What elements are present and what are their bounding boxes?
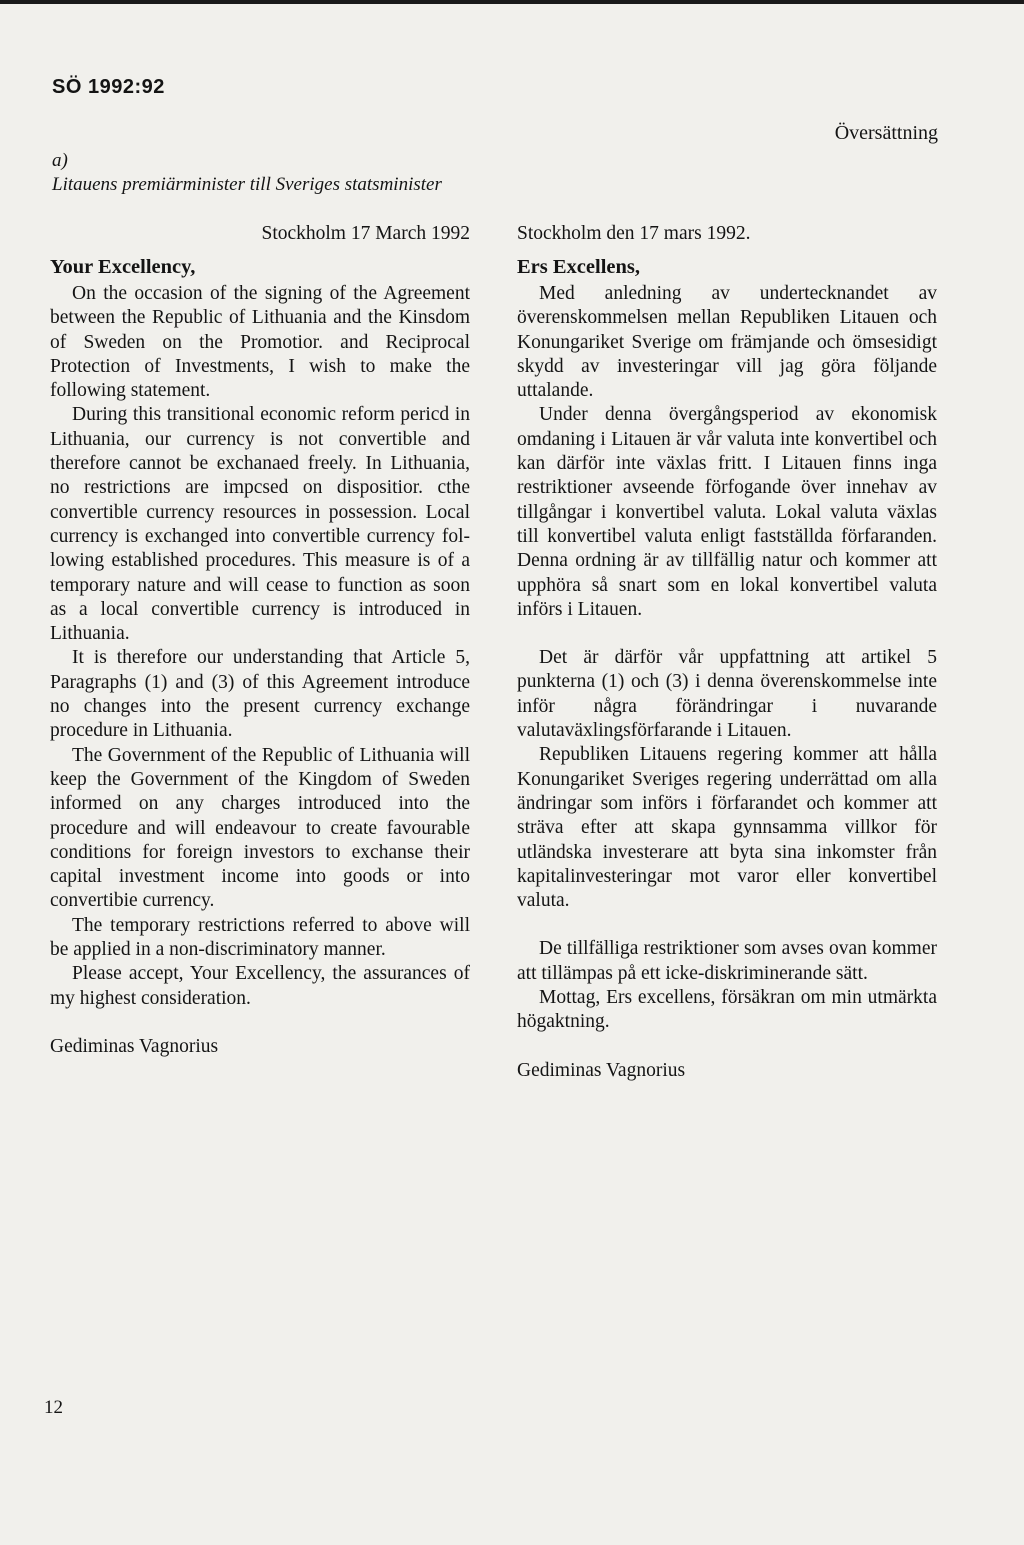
swedish-paragraph: De tillfälliga restriktioner som avses ovan kommer att tillämpas på ett icke-diskriminerande sätt. — [517, 938, 937, 984]
english-signature: Gediminas Vagnorius — [50, 1035, 219, 1057]
english-salutation: Your Excellency, — [50, 256, 196, 278]
spacer — [517, 913, 937, 937]
english-paragraph: The temporary restrictions referred to above will be applied in a non-discriminatory manner. — [50, 914, 470, 961]
spacer — [517, 1035, 937, 1059]
translation-label: Översättning — [834, 122, 938, 144]
letter-heading: Litauens premiärminister till Sveriges statsminister — [52, 174, 442, 195]
page-number: 12 — [44, 1397, 63, 1418]
swedish-paragraph: Med anledning av undertecknandet av överenskommelsen mellan Republiken Litauen och Konungariket Sverige om främjande och ömsesidigt skydd av investeringar vill jag göra följande uttalande. — [517, 283, 937, 402]
document-reference: SÖ 1992:92 — [52, 76, 165, 98]
english-dateline: Stockholm 17 March 1992 — [261, 223, 470, 244]
swedish-signature: Gediminas Vagnorius — [517, 1059, 686, 1081]
english-paragraph: During this transitional economic reform pericd in Lithuania, our currency is not convertible and therefore cannot be exchanaed freely. In Lithuania, no restrictions are impcsed on dispositior. cthe convertible currency resources in possession. Local currency is exchanged into convertible currency following established procedures. This measure is of a temporary nature and will cease to function as soon as a local convertible currency is introduced in Lithuania. — [50, 404, 470, 645]
swedish-dateline: Stockholm den 17 mars 1992. — [517, 223, 751, 244]
swedish-paragraph: Mottag, Ers excellens, försäkran om min utmärkta högaktning. — [517, 987, 937, 1033]
top-border-rule — [0, 0, 1024, 4]
english-paragraph: Please accept, Your Excellency, the assurances of my highest consideration. — [50, 963, 470, 1009]
swedish-paragraph: Under denna övergångsperiod av ekonomisk omdaning i Litauen är vår valuta inte konvertibel och kan därför inte växlas fritt. I Litauen finns inga restriktioner avseende förfogande över innehav av tillgångar i konvertibel valuta. Lokal valuta växlas till konvertibel valuta enligt fastställda förfaranden. Denna ordning är av tillfällig natur och kommer att upphöra så snart som en lokal konvertibel valuta införs i Litauen. — [517, 404, 937, 620]
spacer — [50, 1011, 470, 1035]
swedish-column — [517, 222, 937, 1083]
swedish-paragraph: Det är därför vår uppfattning att artikel 5 punkterna (1) och (3) i denna överenskommelse inte inför några förändringar i nuvarande valutaväxlingsförfarande i Litauen. — [517, 647, 937, 742]
english-column — [50, 222, 470, 1059]
english-paragraph: The Government of the Republic of Lithuania will keep the Government of the Kingdom of Sweden informed on any charges introduced into the procedure and will endeavour to create favourable conditions for foreign investors to exchanse their capital investment income into goods or into convertibie currency. — [50, 744, 470, 912]
english-paragraph: On the occasion of the signing of the Agreement between the Republic of Lithuania and the Kinsdom of Sweden on the Promotior. and Reciprocal Protection of Investments, I wish to make the following statement. — [50, 283, 470, 402]
english-paragraph: It is therefore our understanding that Article 5, Paragraphs (1) and (3) of this Agreement introduce no changes into the present currency exchange procedure in Lithuania. — [50, 647, 470, 742]
swedish-paragraph: Republiken Litauens regering kommer att hålla Konungariket Sveriges regering underrättad om alla ändringar som införs i förfarandet och kommer att sträva efter att skapa gynnsamma villkor för utländska investerare att byta sina inkomster från kapitalinvesteringar mot varor eller konvertibel valuta. — [517, 744, 937, 912]
swedish-salutation: Ers Excellens, — [517, 256, 640, 278]
spacer — [517, 622, 937, 646]
letter-mark: a) — [52, 150, 68, 171]
